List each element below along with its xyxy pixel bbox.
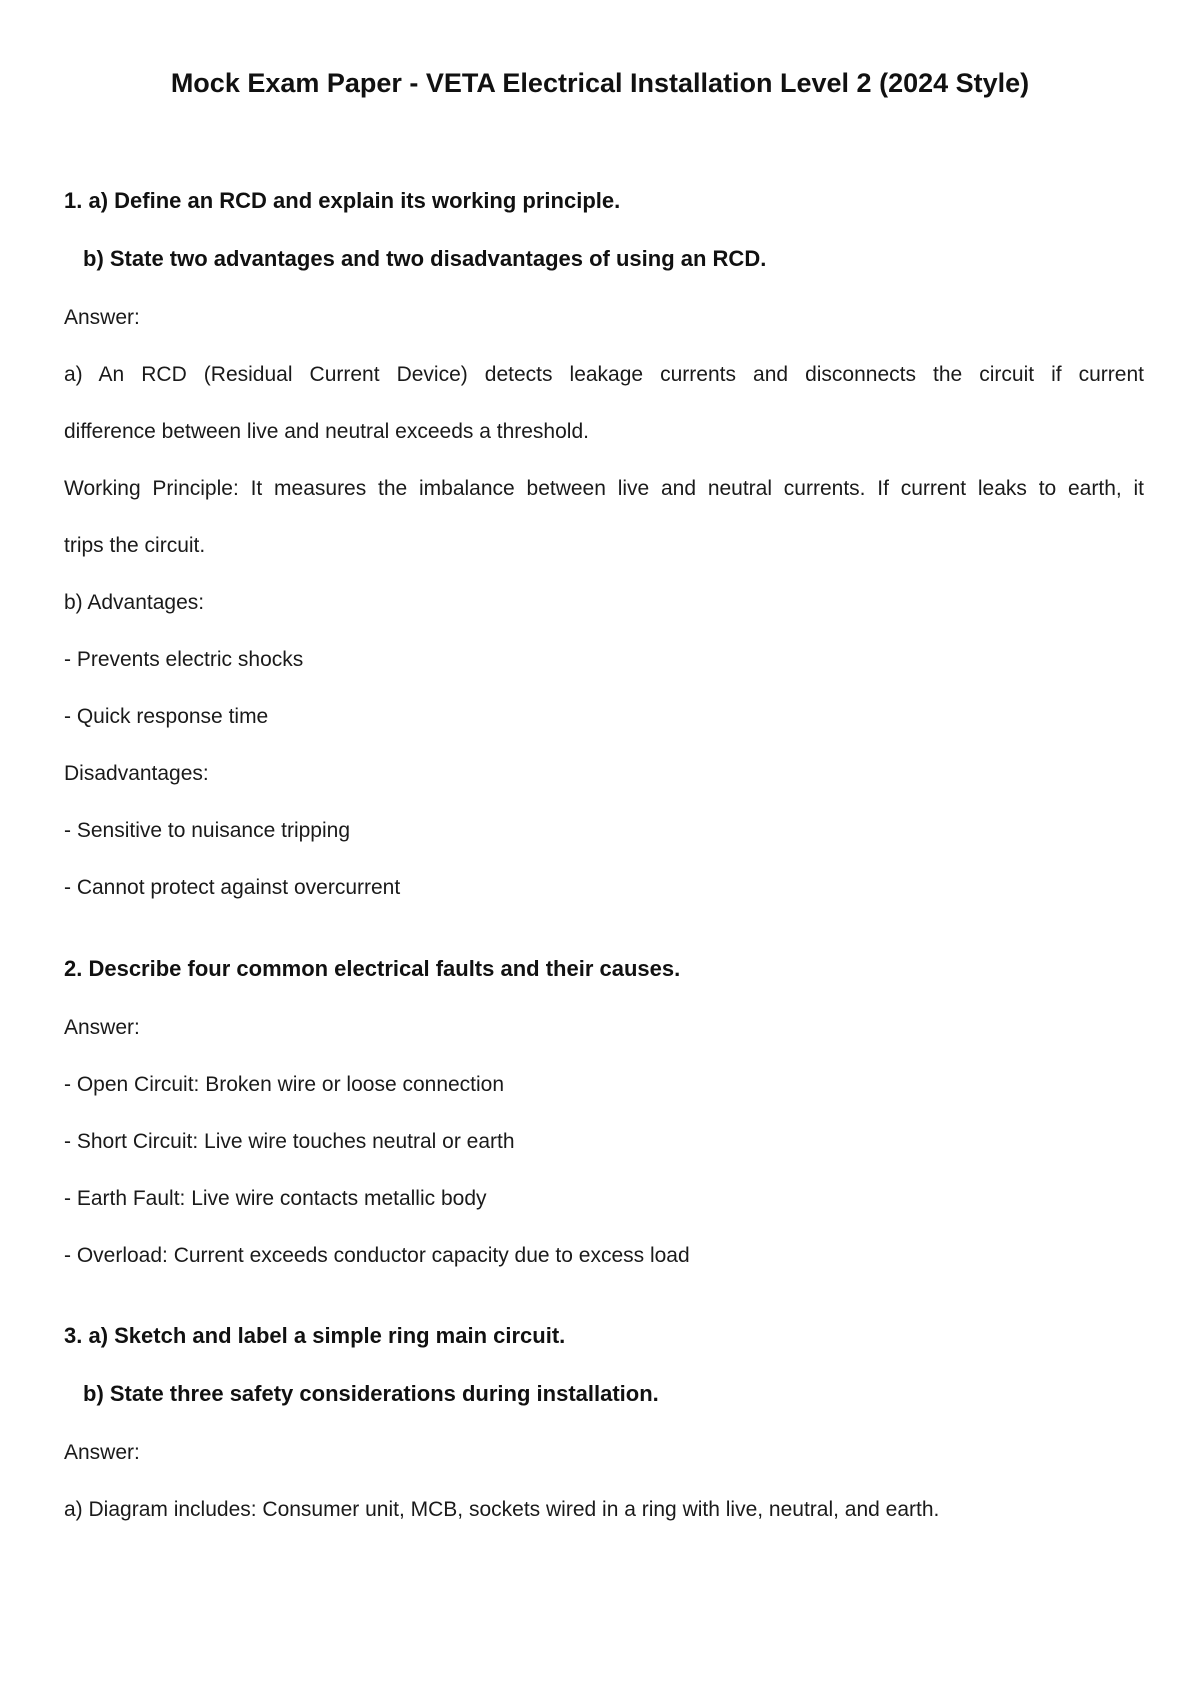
fault-item: - Open Circuit: Broken wire or loose connection xyxy=(64,1073,505,1096)
advantage-item: - Prevents electric shocks xyxy=(64,648,304,671)
document-title: Mock Exam Paper - VETA Electrical Installation Level 2 (2024 Style) xyxy=(170,68,1030,98)
answer-label-1: Answer: xyxy=(64,306,140,329)
question-3a: 3. a) Sketch and label a simple ring main circuit. xyxy=(64,1323,566,1348)
disadvantages-label: Disadvantages: xyxy=(64,762,209,785)
answer-label-2: Answer: xyxy=(64,1016,140,1039)
fault-item: - Earth Fault: Live wire contacts metallic body xyxy=(64,1187,487,1210)
answer-1a-line-1: a) An RCD (Residual Current Device) detects leakage currents and disconnects the circuit if current xyxy=(64,363,1144,386)
disadvantage-item: - Sensitive to nuisance tripping xyxy=(64,819,350,842)
answer-1a-line-2: difference between live and neutral exceeds a threshold. xyxy=(64,420,589,443)
working-principle-line-2: trips the circuit. xyxy=(64,534,206,557)
question-2: 2. Describe four common electrical faults and their causes. xyxy=(64,956,681,981)
answer-label-3: Answer: xyxy=(64,1441,140,1464)
disadvantage-item: - Cannot protect against overcurrent xyxy=(64,876,401,899)
question-3b: b) State three safety considerations during installation. xyxy=(83,1381,659,1406)
advantage-item: - Quick response time xyxy=(64,705,269,728)
question-1a: 1. a) Define an RCD and explain its working principle. xyxy=(64,188,621,213)
question-1b: b) State two advantages and two disadvantages of using an RCD. xyxy=(83,246,767,271)
fault-item: - Short Circuit: Live wire touches neutral or earth xyxy=(64,1130,515,1153)
fault-item: - Overload: Current exceeds conductor capacity due to excess load xyxy=(64,1244,690,1267)
advantages-label: b) Advantages: xyxy=(64,591,205,614)
working-principle-line-1: Working Principle: It measures the imbalance between live and neutral currents. If current leaks to earth, it xyxy=(64,477,1144,500)
answer-3a: a) Diagram includes: Consumer unit, MCB, sockets wired in a ring with live, neutral, and earth. xyxy=(64,1498,940,1521)
